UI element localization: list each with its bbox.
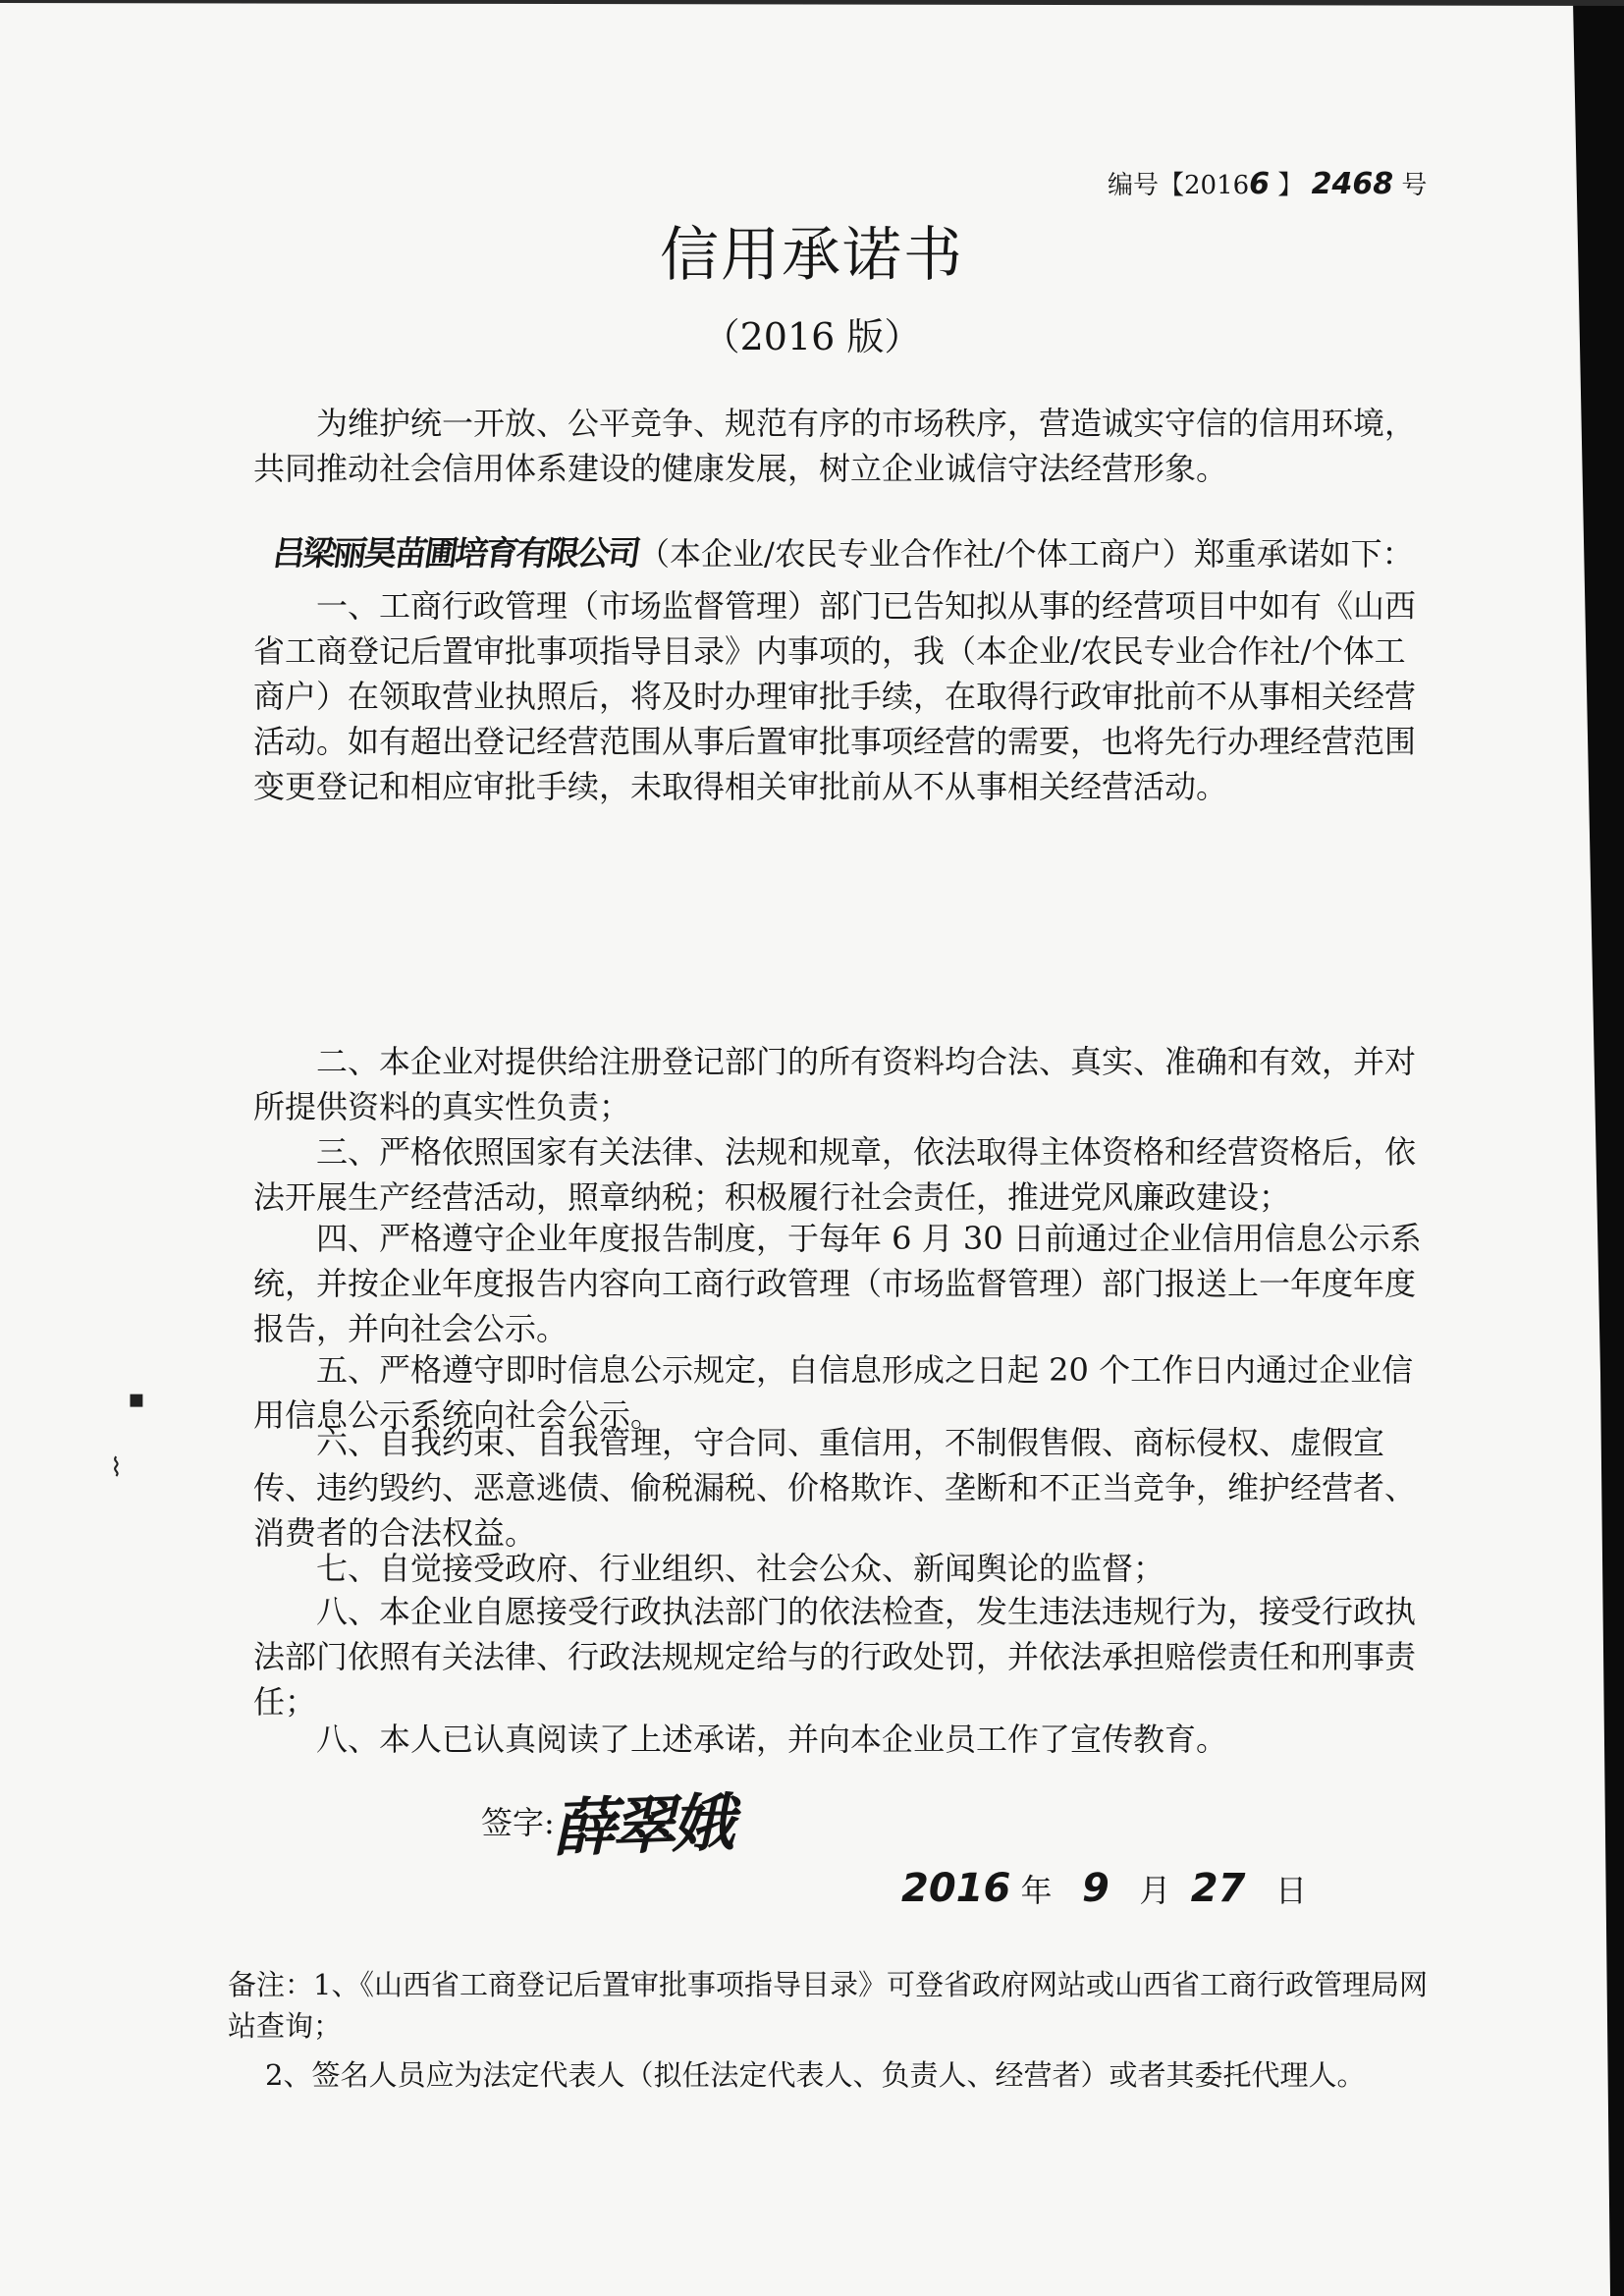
company-line-tail: （本企业/农民专业合作社/个体工商户）郑重承诺如下： xyxy=(638,535,1414,573)
date-month-unit: 月 xyxy=(1139,1872,1171,1909)
ref-number: 2468 xyxy=(1311,167,1394,201)
clause-1: 一、工商行政管理（市场监督管理）部门已告知拟从事的经营项目中如有《山西省工商登记后置审批事项指导目录》内事项的，我（本企业/农民专业合作社/个体工商户）在领取营业执照后，将及时办理审批手续，在取得行政审批前不从事相关经营活动。如有超出登记经营范围从事后置审批事项经营的需要，也将先行办理经营范围变更登记和相应审批手续，未取得相关审批前从不从事相关经营活动。 xyxy=(253,587,1417,805)
note-1: 备注：1、《山西省工商登记后置审批事项指导目录》可登省政府网站或山西省工商行政管理局网站查询； xyxy=(228,1968,1428,2043)
clause-2: 二、本企业对提供给注册登记部门的所有资料均合法、真实、准确和有效，并对所提供资料的真实性负责； xyxy=(253,1043,1417,1125)
scan-speck: ⌇ xyxy=(110,1453,123,1483)
clause-5: 五、严格遵守即时信息公示规定，自信息形成之日起 20 个工作日内通过企业信用信息公示系统向社会公示。 xyxy=(253,1351,1414,1434)
reference-number xyxy=(1108,165,1427,201)
date-day-unit: 日 xyxy=(1274,1872,1307,1909)
edition-label: （2016 版） xyxy=(702,315,922,358)
intro-paragraph: 为维护统一开放、公平竞争、规范有序的市场秩序，营造诚实守信的信用环境，共同推动社会信用体系建设的健康发展，树立企业诚信守法经营形象。 xyxy=(253,405,1417,487)
ref-hand-year: 6 xyxy=(1249,167,1271,201)
company-name-handwritten: 吕梁丽昊苗圃培育有限公司 xyxy=(269,534,641,574)
date-year-unit: 年 xyxy=(1020,1872,1053,1909)
clause-6: 六、自我约束、自我管理，守合同、重信用，不制假售假、商标侵权、虚假宣传、违约毁约、恶意逃债、偷税漏税、价格欺诈、垄断和不正当竞争，维护经营者、消费者的合法权益。 xyxy=(253,1424,1417,1552)
ref-suffix: 号 xyxy=(1401,171,1428,200)
clause-4: 四、严格遵守企业年度报告制度，于每年 6 月 30 日前通过企业信用信息公示系统，并按企业年度报告内容向工商行政管理（市场监督管理）部门报送上一年度年度报告，并向社会公示。 xyxy=(253,1220,1422,1347)
ref-close: 】 xyxy=(1277,171,1304,200)
clause-8b: 八、本人已认真阅读了上述承诺，并向本企业员工作了宣传教育。 xyxy=(316,1721,1228,1758)
clause-8a: 八、本企业自愿接受行政执法部门的依法检查，发生违法违规行为，接受行政执法部门依照有关法律、行政法规规定给与的行政处罚，并依法承担赔偿责任和刑事责任； xyxy=(253,1593,1417,1721)
date-month-handwritten: 9 xyxy=(1082,1866,1110,1911)
note-2: 2、签名人员应为法定代表人（拟任法定代表人、负责人、经营者）或者其委托代理人。 xyxy=(265,2058,1366,2092)
signature-label: 签字: xyxy=(481,1804,555,1841)
signature-handwritten: 薛翠娥 xyxy=(549,1786,744,1867)
clause-3: 三、严格依照国家有关法律、法规和规章，依法取得主体资格和经营资格后，依法开展生产经营活动，照章纳税；积极履行社会责任，推进党风廉政建设； xyxy=(253,1133,1417,1216)
date-year-handwritten: 2016 xyxy=(901,1866,1011,1911)
page-title: 信用承诺书 xyxy=(660,221,964,290)
scan-speck: ▪ xyxy=(128,1385,145,1414)
date-block xyxy=(901,1866,1307,1911)
ref-prefix: 编号【2016 xyxy=(1108,171,1250,200)
date-day-handwritten: 27 xyxy=(1190,1866,1246,1911)
clause-7: 七、自觉接受政府、行业组织、社会公众、新闻舆论的监督； xyxy=(316,1550,1165,1587)
signature-block xyxy=(481,1776,744,1867)
company-line xyxy=(269,526,1414,574)
